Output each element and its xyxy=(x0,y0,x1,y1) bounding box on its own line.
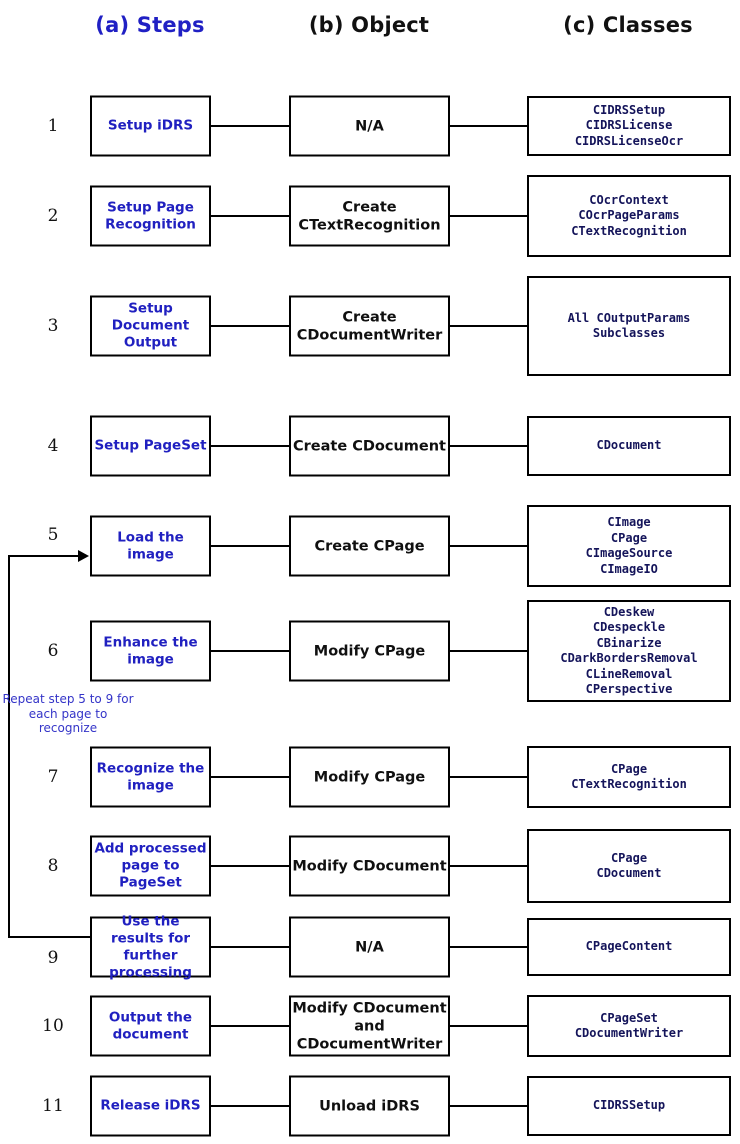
classes-label xyxy=(571,193,687,240)
row-number: 1 xyxy=(47,116,59,136)
class-name: CLineRemoval xyxy=(585,666,673,681)
classes-label xyxy=(596,851,661,882)
step-label: Output the document xyxy=(108,1009,193,1042)
object-label: Create CPage xyxy=(314,538,425,554)
row-number: 5 xyxy=(47,525,59,545)
step-box xyxy=(90,996,211,1057)
step-object-connector xyxy=(210,545,290,547)
step-box xyxy=(90,186,211,247)
classes-label xyxy=(593,1098,665,1114)
class-name: CDocumentWriter xyxy=(574,1026,684,1040)
step-object-connector xyxy=(210,1105,290,1107)
column-header-steps: (a) Steps xyxy=(95,13,205,37)
step-label: Setup Page Recognition xyxy=(105,199,196,232)
row-number: 4 xyxy=(47,436,59,456)
classes-box xyxy=(527,416,731,476)
class-name: CIDRSLicense xyxy=(585,118,673,133)
loop-note-line2: each page to recognize xyxy=(28,706,108,735)
step-label: Recognize the image xyxy=(96,760,205,793)
row-number: 11 xyxy=(42,1096,64,1116)
step-object-connector xyxy=(210,1025,290,1027)
loop-arrow-bottom-line xyxy=(8,936,90,938)
object-box xyxy=(289,917,450,978)
loop-note-line1: Repeat step 5 to 9 for xyxy=(2,692,134,706)
loop-note xyxy=(1,692,135,736)
classes-label xyxy=(571,762,687,793)
column-header-classes: (c) Classes xyxy=(563,13,693,37)
object-classes-connector xyxy=(449,946,528,948)
classes-box xyxy=(527,600,731,702)
class-name: CImage xyxy=(607,515,651,529)
class-name: CPage xyxy=(610,850,648,865)
classes-box xyxy=(527,175,731,257)
classes-box xyxy=(527,995,731,1057)
classes-box xyxy=(527,829,731,903)
loop-arrow-top-line xyxy=(8,555,80,557)
object-box xyxy=(289,1076,450,1137)
step-box xyxy=(90,296,211,357)
object-label: Modify CPage xyxy=(313,769,426,785)
row-number: 8 xyxy=(47,856,59,876)
row-number: 7 xyxy=(47,767,59,787)
class-name: CTextRecognition xyxy=(571,777,687,791)
step-object-connector xyxy=(210,946,290,948)
class-name: CImageIO xyxy=(600,561,658,576)
classes-box xyxy=(527,276,731,376)
class-name: CPerspective xyxy=(585,682,673,696)
step-object-connector xyxy=(210,650,290,652)
class-name: CPageContent xyxy=(585,939,673,954)
step-object-connector xyxy=(210,865,290,867)
classes-box xyxy=(527,505,731,587)
object-box xyxy=(289,747,450,808)
object-classes-connector xyxy=(449,215,528,217)
class-name: CDarkBordersRemoval xyxy=(560,651,698,665)
object-classes-connector xyxy=(449,776,528,778)
object-label: Modify CDocument xyxy=(292,858,447,874)
object-box xyxy=(289,186,450,247)
class-name: CIDRSSetup xyxy=(592,102,666,117)
class-name: CDocument xyxy=(596,438,662,453)
row-number: 9 xyxy=(47,948,59,968)
class-name: CDeskew xyxy=(603,604,655,619)
step-box xyxy=(90,747,211,808)
step-object-connector xyxy=(210,445,290,447)
step-object-connector xyxy=(210,776,290,778)
object-box xyxy=(289,621,450,682)
object-box xyxy=(289,836,450,897)
classes-box xyxy=(527,918,731,976)
object-classes-connector xyxy=(449,125,528,127)
object-classes-connector xyxy=(449,650,528,652)
step-box xyxy=(90,96,211,157)
step-box xyxy=(90,913,211,980)
step-label: Load the image xyxy=(117,529,184,562)
object-classes-connector xyxy=(449,865,528,867)
classes-box xyxy=(527,746,731,808)
object-box xyxy=(289,416,450,477)
class-name: Subclasses xyxy=(592,326,666,340)
class-name: CImageSource xyxy=(585,546,673,560)
class-name: COcrContext xyxy=(589,192,669,207)
column-header-object: (b) Object xyxy=(308,13,430,37)
object-label: Create CTextRecognition xyxy=(298,199,441,233)
class-name: CPageSet xyxy=(600,1010,658,1025)
class-name: CDocument xyxy=(596,866,662,880)
step-box xyxy=(90,836,211,897)
step-box xyxy=(90,416,211,477)
step-label: Setup iDRS xyxy=(107,117,194,134)
class-name: CDespeckle xyxy=(592,620,666,634)
object-box xyxy=(289,296,450,357)
object-box xyxy=(289,96,450,157)
class-name: COcrPageParams xyxy=(578,208,680,223)
object-classes-connector xyxy=(449,325,528,327)
step-box xyxy=(90,1076,211,1137)
classes-label xyxy=(575,1011,683,1042)
object-classes-connector xyxy=(449,445,528,447)
class-name: CBinarize xyxy=(596,635,662,650)
classes-label xyxy=(596,438,661,454)
object-label: Modify CDocument and CDocumentWriter xyxy=(292,1000,447,1052)
class-name: CIDRSSetup xyxy=(592,1098,666,1113)
object-label: Create CDocumentWriter xyxy=(296,309,443,343)
object-label: N/A xyxy=(355,118,384,134)
class-name: All COutputParams xyxy=(567,310,691,325)
step-box xyxy=(90,516,211,577)
step-object-connector xyxy=(210,215,290,217)
class-name: CTextRecognition xyxy=(571,223,687,238)
classes-box xyxy=(527,96,731,156)
object-label: Unload iDRS xyxy=(319,1098,420,1114)
object-classes-connector xyxy=(449,1025,528,1027)
step-label: Release iDRS xyxy=(100,1097,201,1114)
classes-label xyxy=(586,939,673,955)
step-label: Enhance the image xyxy=(103,634,198,667)
loop-arrowhead-icon xyxy=(78,550,89,562)
step-box xyxy=(90,621,211,682)
row-number: 10 xyxy=(42,1016,64,1036)
row-number: 2 xyxy=(47,206,59,226)
row-number: 6 xyxy=(47,641,59,661)
object-label: Create CDocument xyxy=(293,438,446,454)
classes-label xyxy=(560,605,697,698)
classes-label xyxy=(575,103,683,150)
object-box xyxy=(289,516,450,577)
step-object-connector xyxy=(210,125,290,127)
classes-label xyxy=(568,311,691,342)
object-classes-connector xyxy=(449,545,528,547)
class-name: CPage xyxy=(610,761,648,776)
row-number: 3 xyxy=(47,316,59,336)
step-object-connector xyxy=(210,325,290,327)
loop-arrow-vertical-line xyxy=(8,555,10,938)
step-label: Use the results for further processing xyxy=(109,913,192,980)
object-label: Modify CPage xyxy=(313,643,426,659)
class-name: CPage xyxy=(610,530,648,545)
step-label: Add processed page to PageSet xyxy=(94,840,207,891)
object-classes-connector xyxy=(449,1105,528,1107)
step-label: Setup PageSet xyxy=(94,437,207,454)
object-box xyxy=(289,996,450,1057)
class-name: CIDRSLicenseOcr xyxy=(574,133,684,148)
step-label: Setup Document Output xyxy=(111,300,190,351)
classes-label xyxy=(586,515,673,577)
object-label: N/A xyxy=(355,939,384,955)
classes-box xyxy=(527,1076,731,1136)
